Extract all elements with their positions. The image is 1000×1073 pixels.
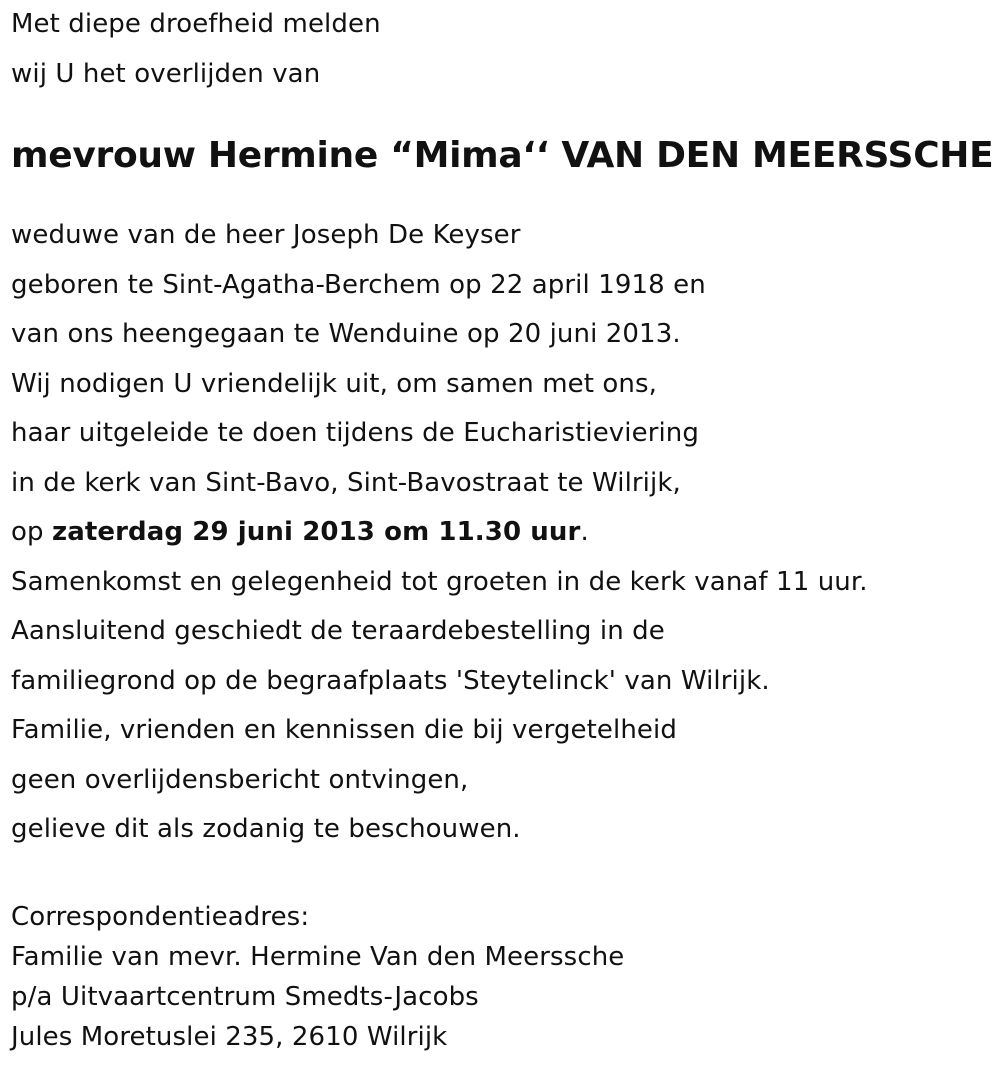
notice-body — [11, 211, 991, 855]
address-line-1: Familie van mevr. Hermine Van den Meerssche — [11, 941, 625, 972]
intro-line-1: Met diepe droefheid melden — [11, 9, 381, 39]
ceremony-date-line — [11, 508, 991, 558]
correspondence-address — [11, 897, 991, 1057]
address-line-3: Jules Moretuslei 235, 2610 Wilrijk — [11, 1021, 448, 1052]
body-line: Familie, vrienden en kennissen die bij vergetelheid — [11, 715, 677, 745]
body-line: geen overlijdensbericht ontvingen, — [11, 764, 469, 795]
death-notice — [11, 0, 994, 1057]
date-prefix: op — [11, 517, 52, 547]
address-line-2: p/a Uitvaartcentrum Smedts-Jacobs — [11, 981, 479, 1012]
body-line: geboren te Sint-Agatha-Berchem op 22 april 1918 en — [11, 269, 706, 300]
body-line: gelieve dit als zodanig te beschouwen. — [11, 814, 521, 844]
body-line: familiegrond op de begraafplaats 'Steytelinck' van Wilrijk. — [11, 665, 770, 696]
body-line: haar uitgeleide te doen tijdens de Eucharistieviering — [11, 418, 699, 448]
intro-line-2: wij U het overlijden van — [11, 58, 321, 89]
body-line: Wij nodigen U vriendelijk uit, om samen met ons, — [11, 368, 658, 399]
body-line: Samenkomst en gelegenheid tot groeten in de kerk vanaf 11 uur. — [11, 566, 868, 597]
intro-block — [11, 0, 991, 99]
body-line: van ons heengegaan te Wenduine op 20 juni 2013. — [11, 319, 681, 349]
body-line: weduwe van de heer Joseph De Keyser — [11, 220, 521, 250]
body-line: Aansluitend geschiedt de teraardebestelling in de — [11, 616, 665, 646]
deceased-name: mevrouw Hermine “Mima‘‘ VAN DEN MEERSSCHE — [11, 135, 994, 176]
address-heading: Correspondentieadres: — [11, 901, 310, 932]
body-line: in de kerk van Sint-Bavo, Sint-Bavostraat te Wilrijk, — [11, 467, 681, 498]
date-suffix: . — [580, 517, 589, 547]
ceremony-date: zaterdag 29 juni 2013 om 11.30 uur — [51, 517, 581, 547]
